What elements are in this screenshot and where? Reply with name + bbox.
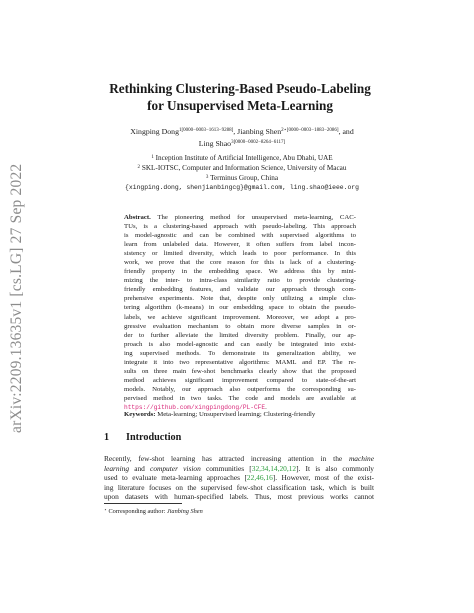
abstract-line: tering algorithm (k-means) in our embedding space to obtain the pseudo- — [124, 304, 356, 312]
author-orcid: 3[0000−0002−8264−6117] — [231, 140, 286, 145]
footnote: ⋆ Corresponding author: Jianbing Shen — [104, 507, 203, 515]
abstract-line: der to further alleviate the limited diversity problem. Finally, our ap- — [124, 331, 356, 339]
abstract-line: prehensive experiments. Note that, despite only utilizing a simple clus- — [124, 295, 356, 303]
abstract-line: friendly property in the embedding space. We address this by mini- — [124, 268, 356, 276]
section-number: 1 — [104, 432, 110, 443]
arxiv-identifier: arXiv:2209.13635v1 [cs.LG] 27 Sep 2022 — [8, 163, 25, 433]
citation-link[interactable]: 22,46,16 — [246, 473, 273, 483]
keywords-heading: Keywords: — [124, 411, 156, 418]
author-line-1 — [92, 125, 392, 137]
abstract-line: method achieves significant improvement compared to state-of-the-art — [124, 376, 356, 384]
abstract-line: pervised method in two tasks. The code and models are available at — [124, 394, 356, 402]
body-line: upon datasets with human-specified labels. Thus, most previous works cannot — [104, 492, 374, 502]
author-orcid: 2⋆[0000−0003−1883−2086] — [281, 128, 339, 133]
abstract-line: gressive evaluation mechanism to obtain more diverse samples in or- — [124, 322, 356, 330]
author-list — [92, 125, 392, 149]
abstract-line: https://github.com/xingpingdong/PL-CFE. — [124, 403, 267, 411]
abstract-line: proach is also model-agnostic and can easily be integrated into exist- — [124, 340, 356, 348]
abstract-line: models. Notably, our approach also outperforms the corresponding su- — [124, 385, 356, 393]
body-line: ing literature focuses on the supervised few-shot classification task, which is built — [104, 482, 374, 492]
title-line-2: for Unsupervised Meta-Learning — [147, 98, 333, 113]
abstract-line: friendly embedding features, and validate our approach through com- — [124, 286, 356, 294]
section-title: Introduction — [126, 432, 182, 443]
title-line-1: Rethinking Clustering-Based Pseudo-Labeling — [109, 81, 371, 96]
body-line: Recently, few-shot learning has attracted increasing attention in the machine — [104, 454, 374, 463]
abstract-heading: Abstract. — [124, 214, 151, 221]
abstract-line: TUs, is a clustering-based approach with pseudo-labeling. This approach — [124, 223, 356, 231]
abstract-line: work, we prove that the core reason for this is lack of a clustering- — [124, 259, 356, 267]
author-line-2 — [92, 137, 392, 149]
author-name: Ling Shao — [198, 139, 232, 148]
author-orcid: 1[0000−0003−1613−9288] — [178, 128, 234, 133]
abstract-line: learn from unlabeled data. However, it often suffers from label incon- — [124, 241, 356, 249]
affiliation-3: $^3$ Terminus Group, China — [205, 174, 279, 182]
footnote-mark: ⋆ — [104, 507, 107, 512]
abstract-line: sults on three main few-shot benchmarks clearly show that the proposed — [124, 367, 356, 375]
author-separator: , and — [338, 127, 354, 136]
abstract-line: sistency or limited diversity, which leads to poor performance. In this — [124, 250, 356, 258]
abstract-line: is model-agnostic and can be combined with supervised algorithms to — [124, 232, 356, 240]
intro-paragraph — [104, 454, 374, 502]
abstract-line: Abstract. The pioneering method for unsupervised meta-learning, CAC- — [124, 214, 356, 221]
keywords-text: Meta-learning; Unsupervised learning; Clustering-friendly — [155, 411, 316, 418]
abstract-line: mizing the inter- to intra-class similarity ratio to provide clustering- — [124, 277, 356, 285]
citation-link[interactable]: 32,34,14,20,12 — [251, 463, 297, 473]
abstract-line: integrate it into two representative algorithms: MAML and EP. The re- — [124, 358, 356, 366]
abstract-line: ing supervised methods. To demonstrate its generalization ability, we — [124, 349, 356, 357]
abstract — [124, 213, 356, 412]
corresponding-author-name: Jianbing Shen — [166, 508, 203, 515]
body-line: learning and computer vision communities [32,34,14,20,12]. It is also commonly — [104, 463, 374, 473]
section-heading — [104, 432, 181, 443]
author-name: , Jianbing Shen — [233, 127, 282, 136]
affiliation-2: $^2$ SKL-IOTSC, Computer and Information Science, University of Macau — [137, 164, 347, 172]
keywords — [124, 411, 356, 418]
affiliations — [92, 153, 392, 193]
body-line: used to evaluate meta-learning approaches [22,46,16]. However, most of the exist- — [104, 473, 374, 483]
footnote-divider — [104, 503, 182, 504]
paper-title — [90, 80, 390, 114]
abstract-line: labels, we achieve significant improvement. Moreover, we adopt a pro- — [124, 313, 356, 321]
author-emails: {xingping.dong, shenjianbingcg}@gmail.com, ling.shao@ieee.org — [125, 184, 359, 191]
code-link[interactable]: https://github.com/xingpingdong/PL-CFE — [124, 403, 266, 411]
author-name: Xingping Dong — [130, 127, 179, 136]
affiliation-1: $^1$ Inception Institute of Artificial Intelligence, Abu Dhabi, UAE — [151, 154, 333, 162]
